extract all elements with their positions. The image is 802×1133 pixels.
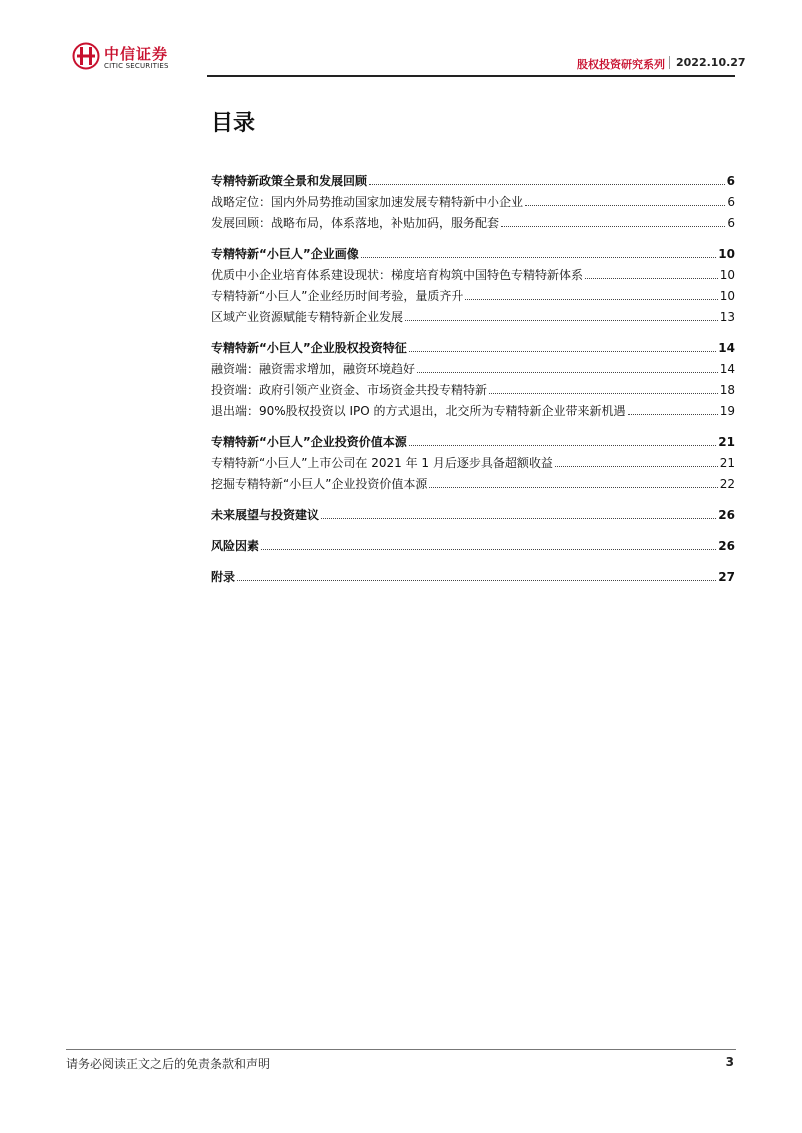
report-series: 股权投资研究系列 [577,58,665,71]
toc-entry-page: 6 [726,174,735,188]
toc-leader-dots [585,277,718,279]
toc-entry-title: 优质中小企业培育体系建设现状：梯度培育构筑中国特色专精特新体系 [211,268,584,282]
toc-leader-dots [261,548,716,550]
toc-leader-dots [361,256,717,258]
toc-entry-title: 投资端：政府引领产业资金、市场资金共投专精特新 [211,383,488,397]
toc-leader-dots [405,319,718,321]
toc-entry-page: 14 [719,362,735,376]
logo-chinese-name: 中信证券 [104,45,169,63]
citic-logo [72,42,202,74]
toc-entry-title: 未来展望与投资建议 [211,508,320,522]
footer-divider [66,1049,736,1050]
toc-entry-title: 区域产业资源赋能专精特新企业发展 [211,310,404,324]
toc-entry-title: 附录 [211,570,236,584]
toc-entry-page: 18 [719,383,735,397]
toc-section[interactable] [211,241,735,262]
toc-entry-title: 专精特新“小巨人”企业投资价值本源 [211,435,407,449]
toc-subsection[interactable] [211,398,735,419]
toc-leader-dots [409,444,717,446]
toc-section[interactable] [211,429,735,450]
toc-leader-dots [321,517,716,519]
toc-subsection[interactable] [211,471,735,492]
toc-subsection[interactable] [211,304,735,325]
toc-entry-page: 26 [718,508,735,522]
toc-section[interactable] [211,168,735,189]
toc-entry-title: 专精特新“小巨人”企业画像 [211,247,359,261]
toc-entry-page: 6 [727,195,735,209]
toc-entry-title: 专精特新“小巨人”企业经历时间考验，量质齐升 [211,289,464,303]
toc-entry-title: 风险因素 [211,539,260,553]
toc-entry-page: 10 [719,268,735,282]
toc-subsection[interactable] [211,450,735,471]
toc-entry-page: 26 [718,539,735,553]
toc-section[interactable] [211,533,735,554]
logo-english-name: CITIC SECURITIES [104,62,169,70]
toc-entry-page: 19 [719,404,735,418]
citic-emblem-icon [72,42,100,70]
toc-leader-dots [489,392,718,394]
toc-section[interactable] [211,564,735,585]
toc-title: 目录 [211,111,256,136]
toc-subsection[interactable] [211,283,735,304]
toc-entry-title: 融资端：融资需求增加，融资环境趋好 [211,362,416,376]
toc-subsection[interactable] [211,210,735,231]
toc-leader-dots [555,465,718,467]
toc-entry-page: 21 [719,456,735,470]
toc-leader-dots [409,350,717,352]
toc-entry-title: 专精特新政策全景和发展回顾 [211,174,368,188]
toc-leader-dots [237,579,716,581]
toc-subsection[interactable] [211,189,735,210]
toc-entry-page: 10 [718,247,735,261]
toc-entry-page: 13 [719,310,735,324]
toc-entry-title: 专精特新“小巨人”上市公司在 2021 年 1 月后逐步具备超额收益 [211,456,553,470]
toc-section[interactable] [211,502,735,523]
header-separator [669,56,670,69]
toc-subsection[interactable] [211,262,735,283]
toc-leader-dots [369,183,725,185]
toc-leader-dots [525,204,725,206]
toc-leader-dots [465,298,717,300]
disclaimer-note: 请务必阅读正文之后的免责条款和声明 [66,1057,271,1071]
toc-entry-title: 发展回顾：战略布局，体系落地，补贴加码，服务配套 [211,216,500,230]
toc-entry-title: 退出端：90%股权投资以 IPO 的方式退出，北交所为专精特新企业带来新机遇 [211,404,626,418]
toc-entry-page: 22 [719,477,735,491]
toc-entry-page: 6 [727,216,735,230]
toc-list [211,168,735,585]
header-divider [207,75,735,77]
report-date: 2022.10.27 [676,56,746,69]
page-number: 3 [725,1055,734,1069]
toc-section[interactable] [211,335,735,356]
toc-leader-dots [429,486,717,488]
toc-entry-page: 27 [718,570,735,584]
toc-entry-page: 21 [718,435,735,449]
toc-entry-title: 战略定位：国内外局势推动国家加速发展专精特新中小企业 [211,195,524,209]
toc-entry-title: 挖掘专精特新“小巨人”企业投资价值本源 [211,477,428,491]
toc-leader-dots [628,413,718,415]
toc-leader-dots [417,371,718,373]
page-header [0,0,802,80]
toc-leader-dots [501,225,725,227]
toc-entry-page: 10 [719,289,735,303]
toc-subsection[interactable] [211,377,735,398]
toc-subsection[interactable] [211,356,735,377]
toc-entry-title: 专精特新“小巨人”企业股权投资特征 [211,341,407,355]
toc-entry-page: 14 [718,341,735,355]
